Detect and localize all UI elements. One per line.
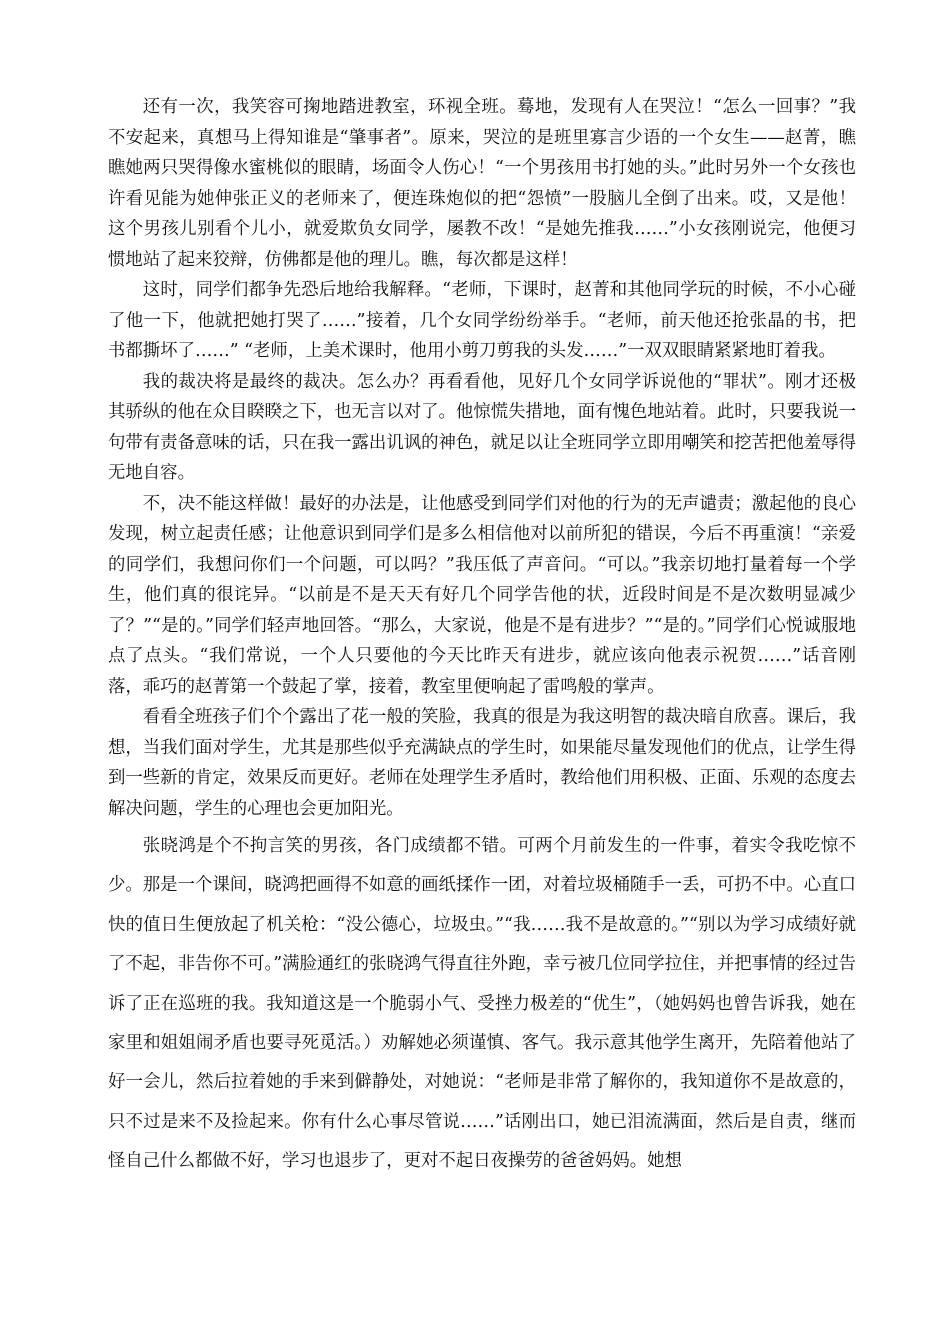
paragraph-3: 我的裁决将是最终的裁决。怎么办？再看看他，见好几个女同学诉说他的“罪状”。刚才还极其骄纵的他在众目睽睽之下，也无言以对了。他惊慌失措地，面有愧色地站着。此时，只要我说一句带有责备意味的话，只在我一露出讥讽的神色，就足以让全班同学立即用嘲笑和挖苦把他羞辱得无地自容。: [108, 371, 856, 483]
paragraph-5: 看看全班孩子们个个露出了花一般的笑脸，我真的很是为我这明智的裁决暗自欣喜。课后，我想，当我们面对学生，尤其是那些似乎充满缺点的学生时，如果能尽量发现他们的优点，让学生得到一些新的肯定，效果反而更好。老师在处理学生矛盾时，教给他们用积极、正面、乐观的态度去解决问题，学生的心理也会更加阳光。: [108, 707, 856, 819]
paragraph-2: 这时，同学们都争先恐后地给我解释。“老师，下课时，赵菁和其他同学玩的时候，不小心碰了他一下，他就把她打哭了……”接着，几个女同学纷纷举手。“老师，前天他还抢张晶的书，把书都撕坏了……” “老师，上美术课时，他用小剪刀剪我的头发……”一双双眼睛紧紧地盯着我。: [108, 280, 856, 361]
document-page: [108, 92, 856, 1182]
paragraph-6: 张晓鸿是个不拘言笑的男孩，各门成绩都不错。可两个月前发生的一件事，着实令我吃惊不少。那是一个课间，晓鸿把画得不如意的画纸揉作一团，对着垃圾桶随手一丢，可扔不中。心直口快的值日生便放起了机关枪：“没公德心，垃圾虫。”“我……我不是故意的。”“别以为学习成绩好就了不起，非告你不可。”满脸通红的张晓鸿气得直往外跑，幸亏被几位同学拉住，并把事情的经过告诉了正在巡班的我。我知道这是一个脆弱小气、受挫力极差的“优生”，（她妈妈也曾告诉我，她在家里和姐姐闹矛盾也要寻死觅活。）劝解她必须谨慎、客气。我示意其他学生离开，先陪着他站了好一会儿，然后拉着她的手来到僻静处，对她说：“老师是非常了解你的，我知道你不是故意的，只不过是来不及捡起来。你有什么心事尽管说……”话刚出口，她已泪流满面，然后是自责，继而怪自己什么都做不好，学习也退步了，更对不起日夜操劳的爸爸妈妈。她想: [108, 836, 856, 1172]
paragraph-4: 不，决不能这样做！最好的办法是，让他感受到同学们对他的行为的无声谴责；激起他的良心发现，树立起责任感；让他意识到同学们是多么相信他对以前所犯的错误，今后不再重演！“亲爱的同学们，我想问你们一个问题，可以吗？”我压低了声音问。“可以。”我亲切地打量着每一个学生，他们真的很诧异。“以前是不是天天有好几个同学告他的状，近段时间是不是次数明显减少了？”“是的。”同学们轻声地回答。“那么，大家说，他是不是有进步？”“是的。”同学们心悦诚服地点了点头。“我们常说，一个人只要他的今天比昨天有进步，就应该向他表示祝贺……”话音刚落，乖巧的赵菁第一个鼓起了掌，接着，教室里便响起了雷鸣般的掌声。: [108, 493, 856, 697]
paragraph-1: 还有一次，我笑容可掬地踏进教室，环视全班。蓦地，发现有人在哭泣！“怎么一回事？”我不安起来，真想马上得知谁是“肇事者”。原来，哭泣的是班里寡言少语的一个女生——赵菁，瞧瞧她两只哭得像水蜜桃似的眼睛，场面令人伤心！“一个男孩用书打她的头。”此时另外一个女孩也许看见能为她伸张正义的老师来了，便连珠炮似的把“怨愤”一股脑儿全倒了出来。哎，又是他！这个男孩儿别看个儿小，就爱欺负女同学，屡教不改！“是她先推我……”小女孩刚说完，他便习惯地站了起来狡辩，仿佛都是他的理儿。瞧，每次都是这样！: [108, 97, 856, 270]
